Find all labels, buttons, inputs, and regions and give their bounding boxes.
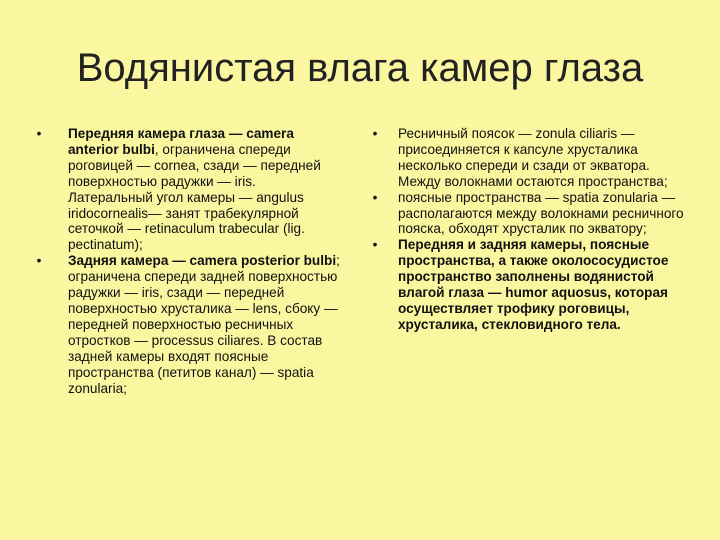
list-item	[366, 190, 686, 238]
slide-title: Водянистая влага камер глаза	[76, 46, 644, 90]
list-item	[32, 253, 342, 396]
bullet-icon: •	[36, 253, 42, 269]
right-column	[366, 126, 686, 333]
list-item	[366, 126, 686, 190]
item-heading: Передняя и задняя камеры, поясные пространства, а также околососудистое пространство заполнены водянистой влагой глаза — humor aquosus, которая осуществляет трофику роговицы, хрусталика, стекловидного тела.	[398, 237, 669, 332]
bullet-icon: •	[372, 126, 378, 141]
item-text: , ограничена спереди роговицей — cornea, сзади — передней поверхностью радужки — iris. Латеральный угол камеры — angulus iridocornealis— занят трабекулярной сеточкой — retinaculum trabecular (lig. pectinatum);	[68, 141, 321, 253]
list-item	[32, 126, 342, 253]
bullet-icon: •	[372, 237, 378, 253]
bullet-icon: •	[372, 189, 378, 205]
list-item	[366, 237, 686, 332]
bullet-icon: •	[36, 126, 42, 141]
item-text: Ресничный поясок — zonula ciliaris — присоединяется к капсуле хрусталика несколько спереди и сзади от экватора. Между волокнами остаются пространства;	[398, 126, 668, 189]
item-heading: Задняя камера — camera posterior bulbi	[68, 253, 337, 269]
left-column	[32, 126, 342, 396]
item-text: поясные пространства — spatia zonularia — располагаются между волокнами ресничного пояска, обходят хрусталик по экватору;	[398, 189, 684, 237]
item-text: ; ограничена спереди задней поверхностью радужки — iris, сзади — передней поверхностью хрусталика — lens, сбоку — передней поверхностью ресничных отростков — processus ciliares. В состав задней камеры входят поясные пространства (петитов канал) — spatia zonularia;	[68, 253, 340, 396]
item-heading: Передняя камера глаза — camera anterior bulbi	[68, 126, 294, 157]
